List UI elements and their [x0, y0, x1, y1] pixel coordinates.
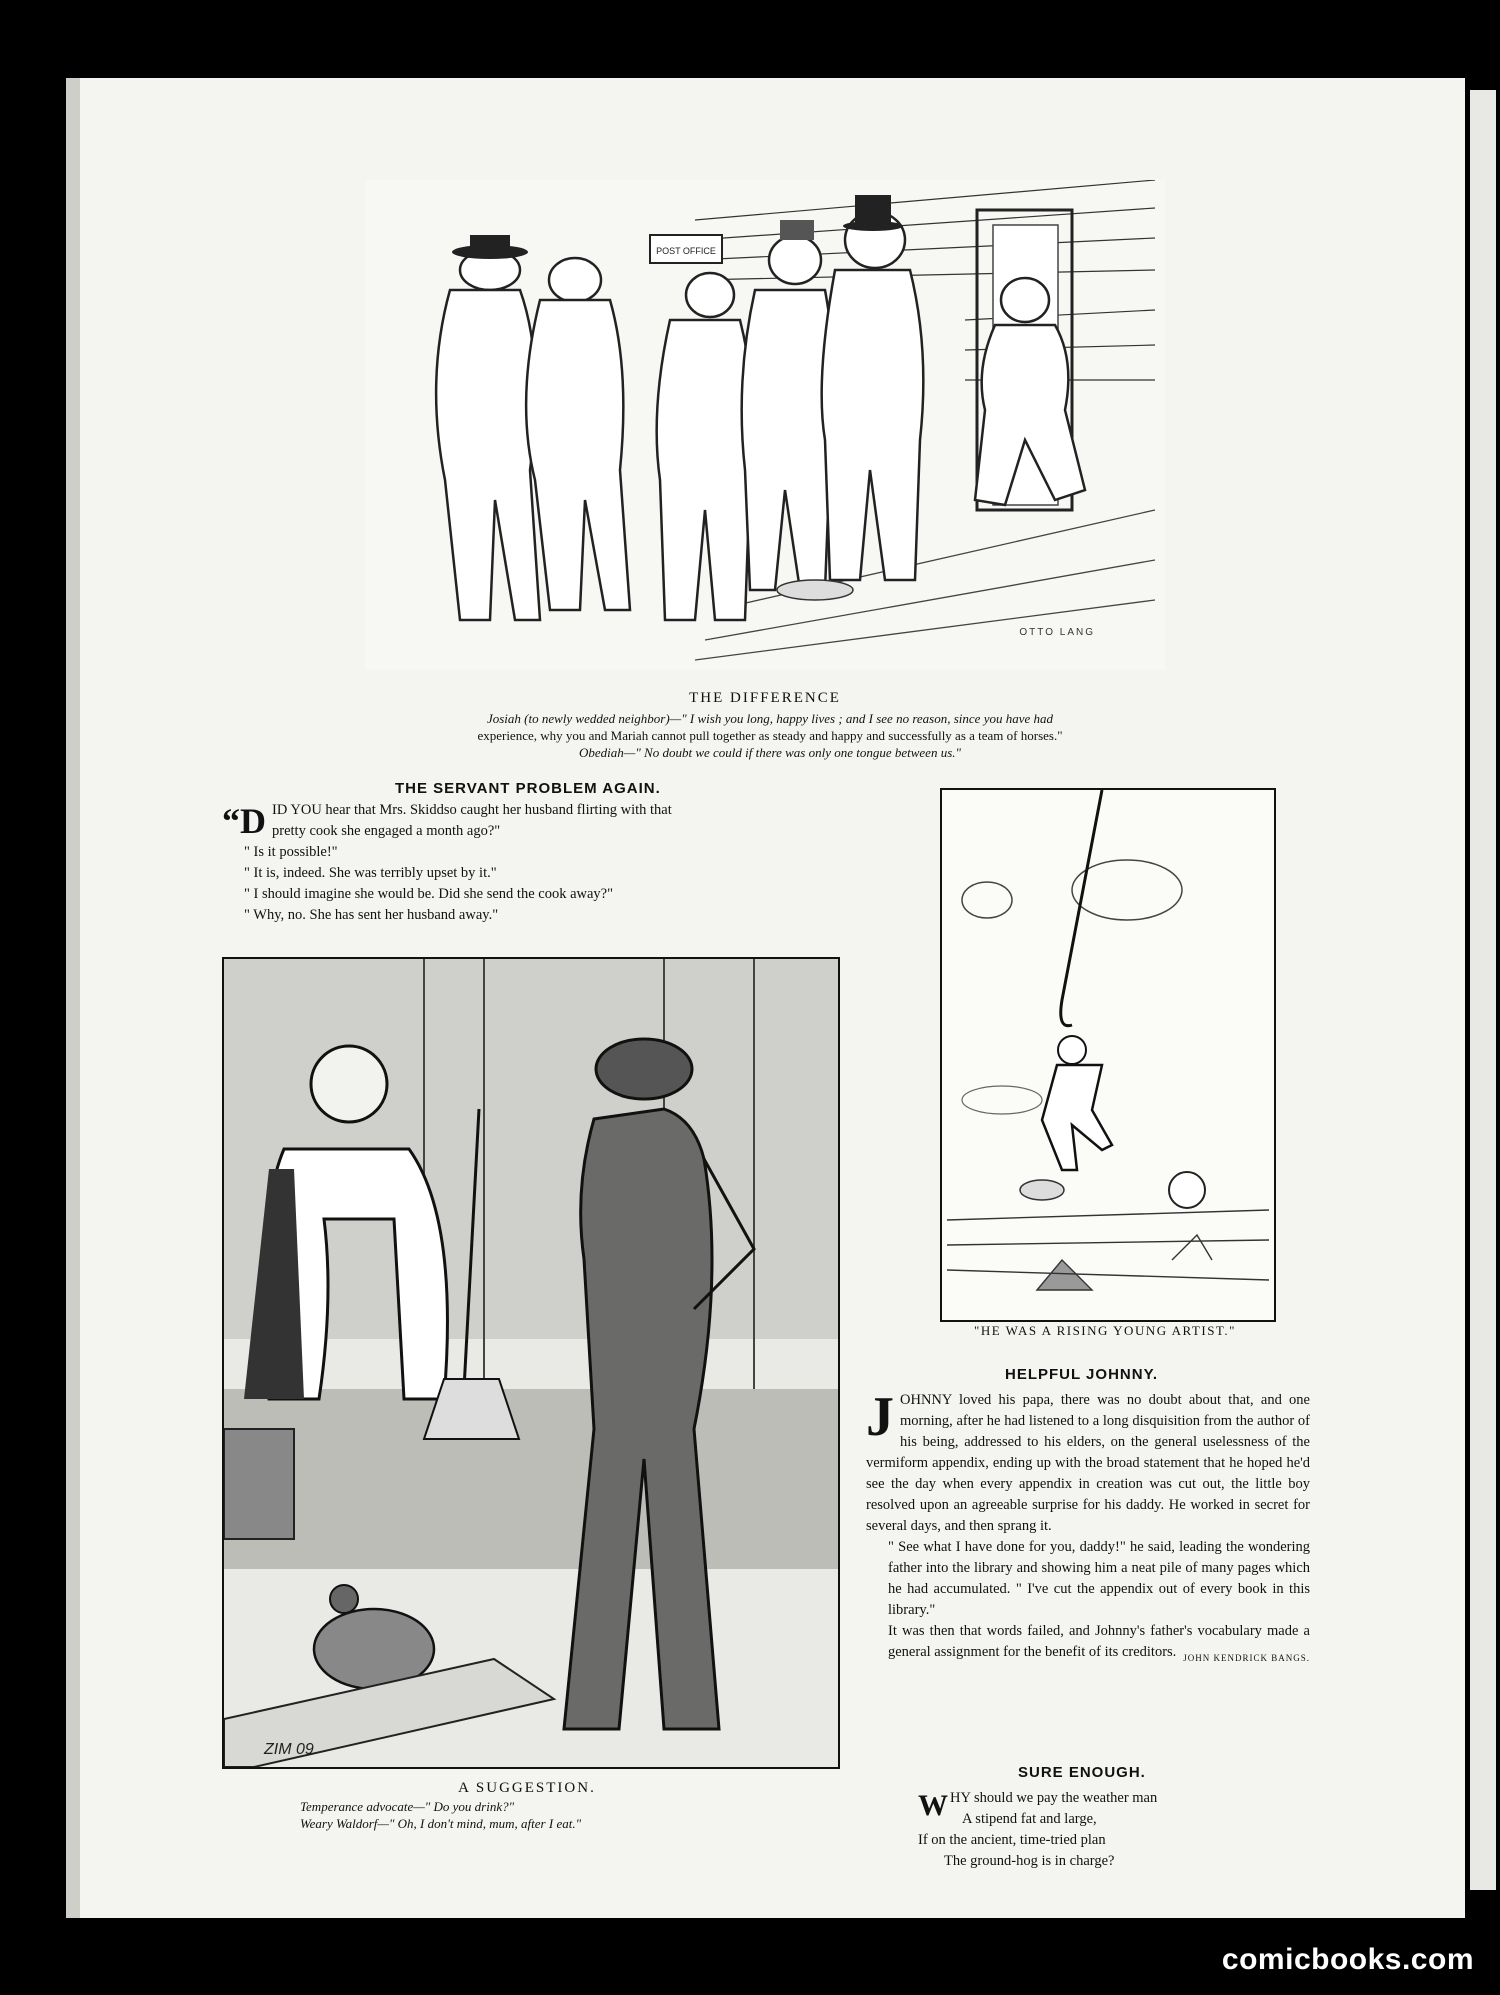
johnny-dropcap: J: [866, 1386, 894, 1448]
caption-line: Obediah—" No doubt we could if there was only one tongue between us.": [579, 745, 961, 760]
facing-page-edge: [1470, 90, 1496, 1890]
servant-line: " Is it possible!": [244, 844, 338, 860]
johnny-heading: HELPFUL JOHNNY.: [1005, 1366, 1159, 1383]
johnny-paragraph-1: [866, 1386, 1310, 1537]
watermark: comicbooks.com: [1221, 1943, 1474, 1976]
top-cartoon-illustration: [365, 180, 1165, 670]
page-edge: [66, 78, 80, 1918]
artist-signature: OTTO LANG: [1019, 627, 1095, 638]
servant-heading: THE SERVANT PROBLEM AGAIN.: [395, 780, 661, 797]
top-cartoon-title: THE DIFFERENCE: [689, 690, 841, 706]
rising-artist-caption: "HE WAS A RISING YOUNG ARTIST.": [974, 1323, 1236, 1338]
servant-text: [222, 800, 862, 926]
servant-line: ID YOU hear that Mrs. Skiddso caught her husband flirting with that: [272, 802, 672, 818]
rising-artist-illustration: [940, 788, 1276, 1322]
suggestion-illustration: [222, 957, 840, 1769]
sure-enough-heading: SURE ENOUGH.: [1018, 1764, 1146, 1781]
johnny-paragraph-2: " See what I have done for you, daddy!" he said, leading the wondering father into the library and showing him a neat pile of many pages which he had accumulated. " I've cut the appendix out of every book in this library.": [888, 1539, 1310, 1618]
servant-line: pretty cook she engaged a month ago?": [272, 823, 501, 839]
sure-enough-poem: [918, 1788, 1278, 1872]
caption-line: experience, why you and Mariah cannot pull together as steady and happy and successfully as a team of horses.": [477, 728, 1063, 743]
poem-line: If on the ancient, time-tried plan: [918, 1832, 1106, 1848]
caption-line: Josiah (to newly wedded neighbor)—" I wish you long, happy lives ; and I see no reason, since you have had: [486, 711, 1054, 726]
servant-line: " It is, indeed. She was terribly upset by it.": [244, 865, 497, 881]
poem-line: The ground-hog is in charge?: [944, 1853, 1115, 1869]
post-office-sign: POST OFFICE: [656, 246, 716, 256]
caption-line: Temperance advocate—" Do you drink?": [300, 1799, 515, 1814]
servant-line: " Why, no. She has sent her husband away.": [244, 907, 499, 923]
servant-dropcap: “D: [222, 801, 266, 841]
johnny-paragraph-3-text: It was then that words failed, and Johnny's father's vocabulary made a general assignment for the benefit of its creditors.: [888, 1623, 1310, 1660]
top-cartoon-caption: [365, 710, 1175, 761]
servant-line: " I should imagine she would be. Did she send the cook away?": [244, 886, 614, 902]
suggestion-title: A SUGGESTION.: [458, 1780, 596, 1796]
johnny-paragraph-1-text: OHNNY loved his papa, there was no doubt about that, and one morning, after he had listened to a long disquisition from the author of his being, addressed to his elders, on the general uselessness of the vermiform appendix, ending up with the broad statement that he hoped he'd see the day when every appendix in creation was cut out, the little boy resolved upon an agreeable surprise for his daddy. He worked in secret for several days, and then sprang it.: [866, 1392, 1310, 1534]
zim-signature: ZIM 09.: [264, 1741, 319, 1758]
sure-enough-dropcap: W: [918, 1789, 948, 1822]
poem-line: A stipend fat and large,: [962, 1811, 1097, 1827]
caption-line: Weary Waldorf—" Oh, I don't mind, mum, after I eat.": [300, 1816, 582, 1831]
johnny-paragraph-3: [866, 1621, 1310, 1663]
johnny-author: JOHN KENDRICK BANGS.: [1183, 1653, 1310, 1663]
suggestion-caption: [300, 1798, 760, 1832]
johnny-text: [866, 1386, 1310, 1669]
poem-line: HY should we pay the weather man: [950, 1790, 1158, 1806]
